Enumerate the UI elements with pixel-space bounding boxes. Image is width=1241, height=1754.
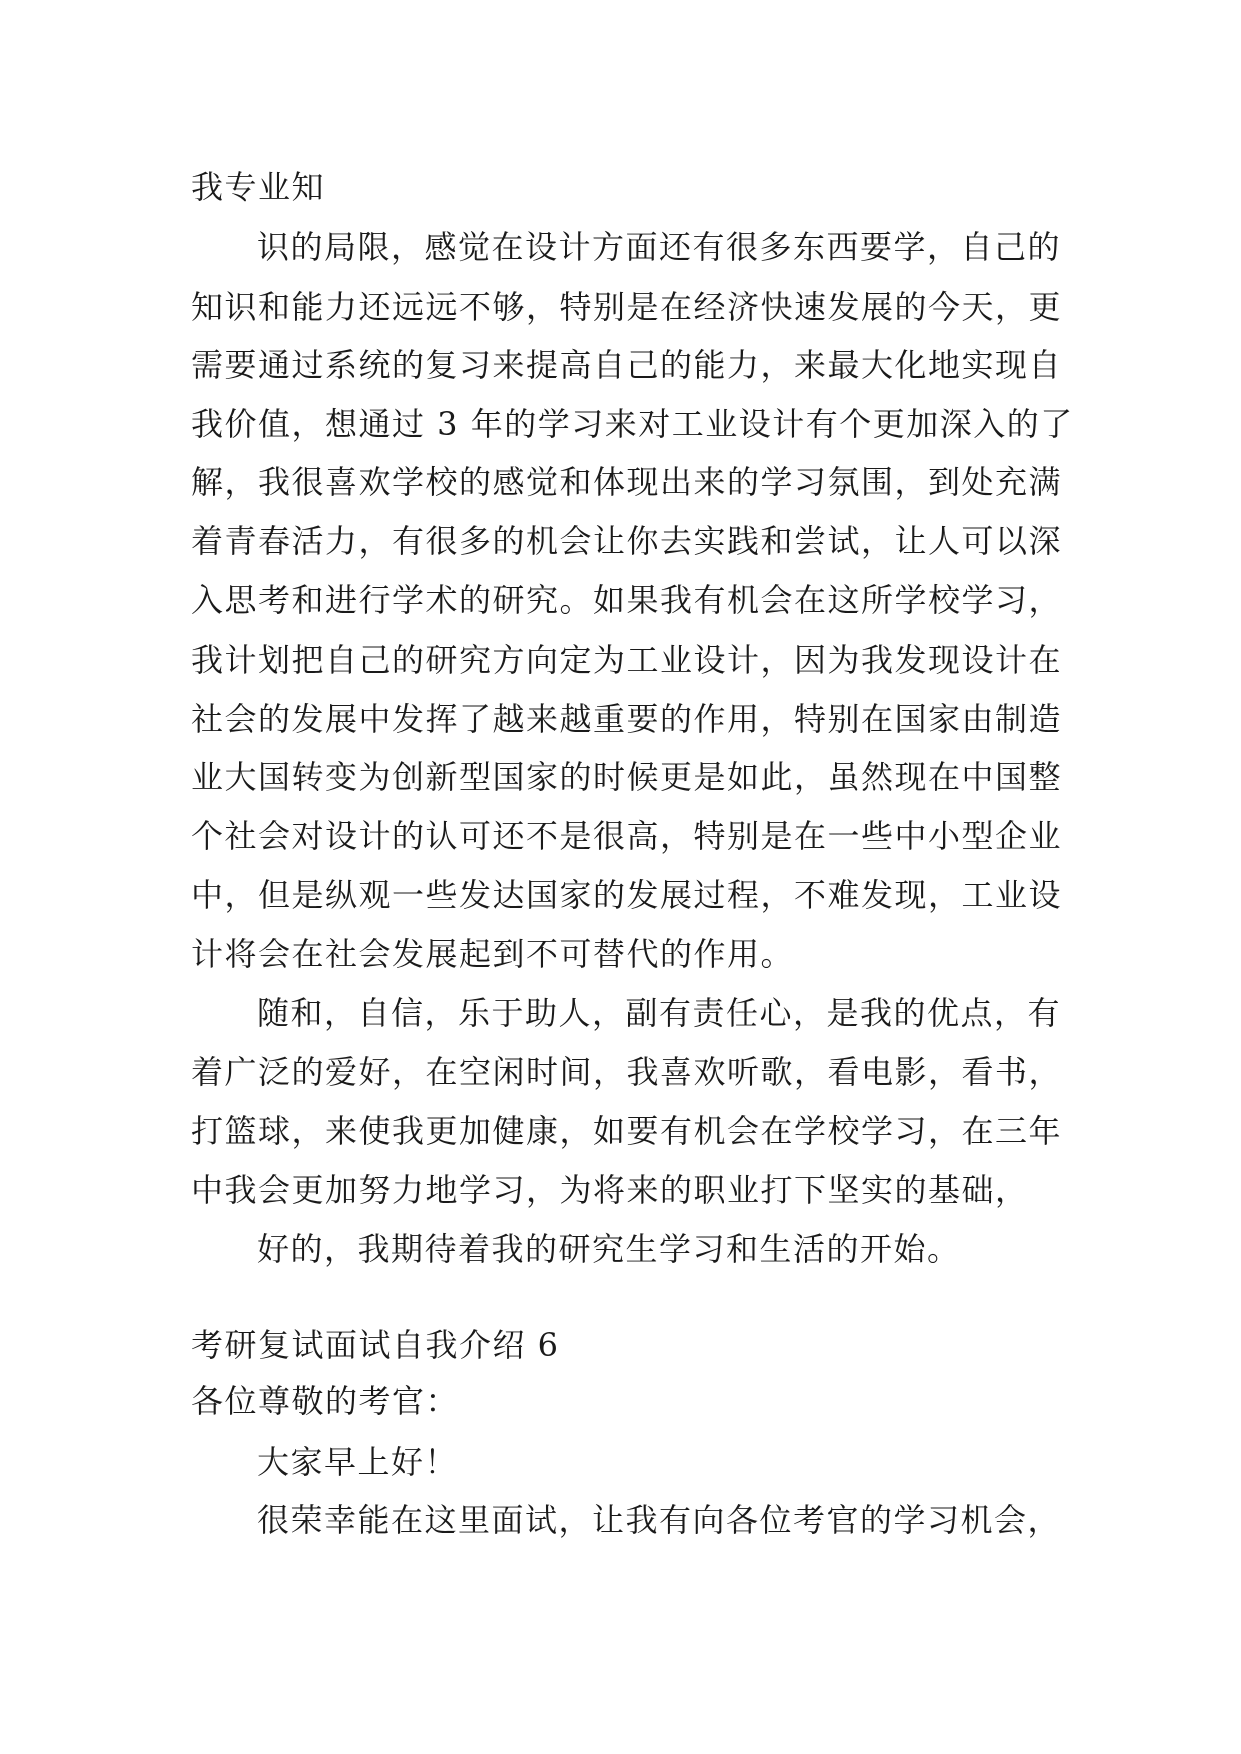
text-line: 业大国转变为创新型国家的时候更是如此，虽然现在中国整	[191, 758, 1063, 796]
greeting: 大家早上好！	[257, 1443, 459, 1481]
paragraph-first-line: 识的局限，感觉在设计方面还有很多东西要学，自己的	[257, 228, 1062, 266]
text-line: 社会的发展中发挥了越来越重要的作用，特别在国家由制造	[191, 700, 1063, 738]
text-line: 计将会在社会发展起到不可替代的作用。	[191, 935, 795, 973]
text-line: 我专业知	[191, 168, 326, 206]
text-line: 入思考和进行学术的研究。如果我有机会在这所学校学习，	[191, 581, 1063, 619]
text-line: 个社会对设计的认可还不是很高，特别是在一些中小型企业	[191, 817, 1063, 855]
text-line: 着广泛的爱好，在空闲时间，我喜欢听歌，看电影，看书，	[191, 1053, 1063, 1091]
paragraph-first-line: 好的，我期待着我的研究生学习和生活的开始。	[257, 1230, 961, 1268]
text-line: 解，我很喜欢学校的感觉和体现出来的学习氛围，到处充满	[191, 463, 1063, 501]
text-line: 中我会更加努力地学习，为将来的职业打下坚实的基础，	[191, 1171, 1029, 1209]
text-line: 我计划把自己的研究方向定为工业设计，因为我发现设计在	[191, 641, 1063, 679]
paragraph-first-line: 随和，自信，乐于助人，副有责任心，是我的优点，有	[257, 994, 1062, 1032]
text-line: 着青春活力，有很多的机会让你去实践和尝试，让人可以深	[191, 522, 1063, 560]
text-line: 打篮球，来使我更加健康，如要有机会在学校学习，在三年	[191, 1112, 1063, 1150]
section-heading: 考研复试面试自我介绍 6	[191, 1326, 560, 1364]
text-line: 需要通过系统的复习来提高自己的能力，来最大化地实现自	[191, 346, 1063, 384]
salutation: 各位尊敬的考官：	[191, 1382, 460, 1420]
paragraph-first-line: 很荣幸能在这里面试，让我有向各位考官的学习机会，	[257, 1501, 1062, 1539]
text-line: 中，但是纵观一些发达国家的发展过程，不难发现，工业设	[191, 876, 1063, 914]
text-line: 我价值，想通过 3 年的学习来对工业设计有个更加深入的了	[191, 405, 1074, 443]
text-line: 知识和能力还远远不够，特别是在经济快速发展的今天，更	[191, 288, 1063, 326]
